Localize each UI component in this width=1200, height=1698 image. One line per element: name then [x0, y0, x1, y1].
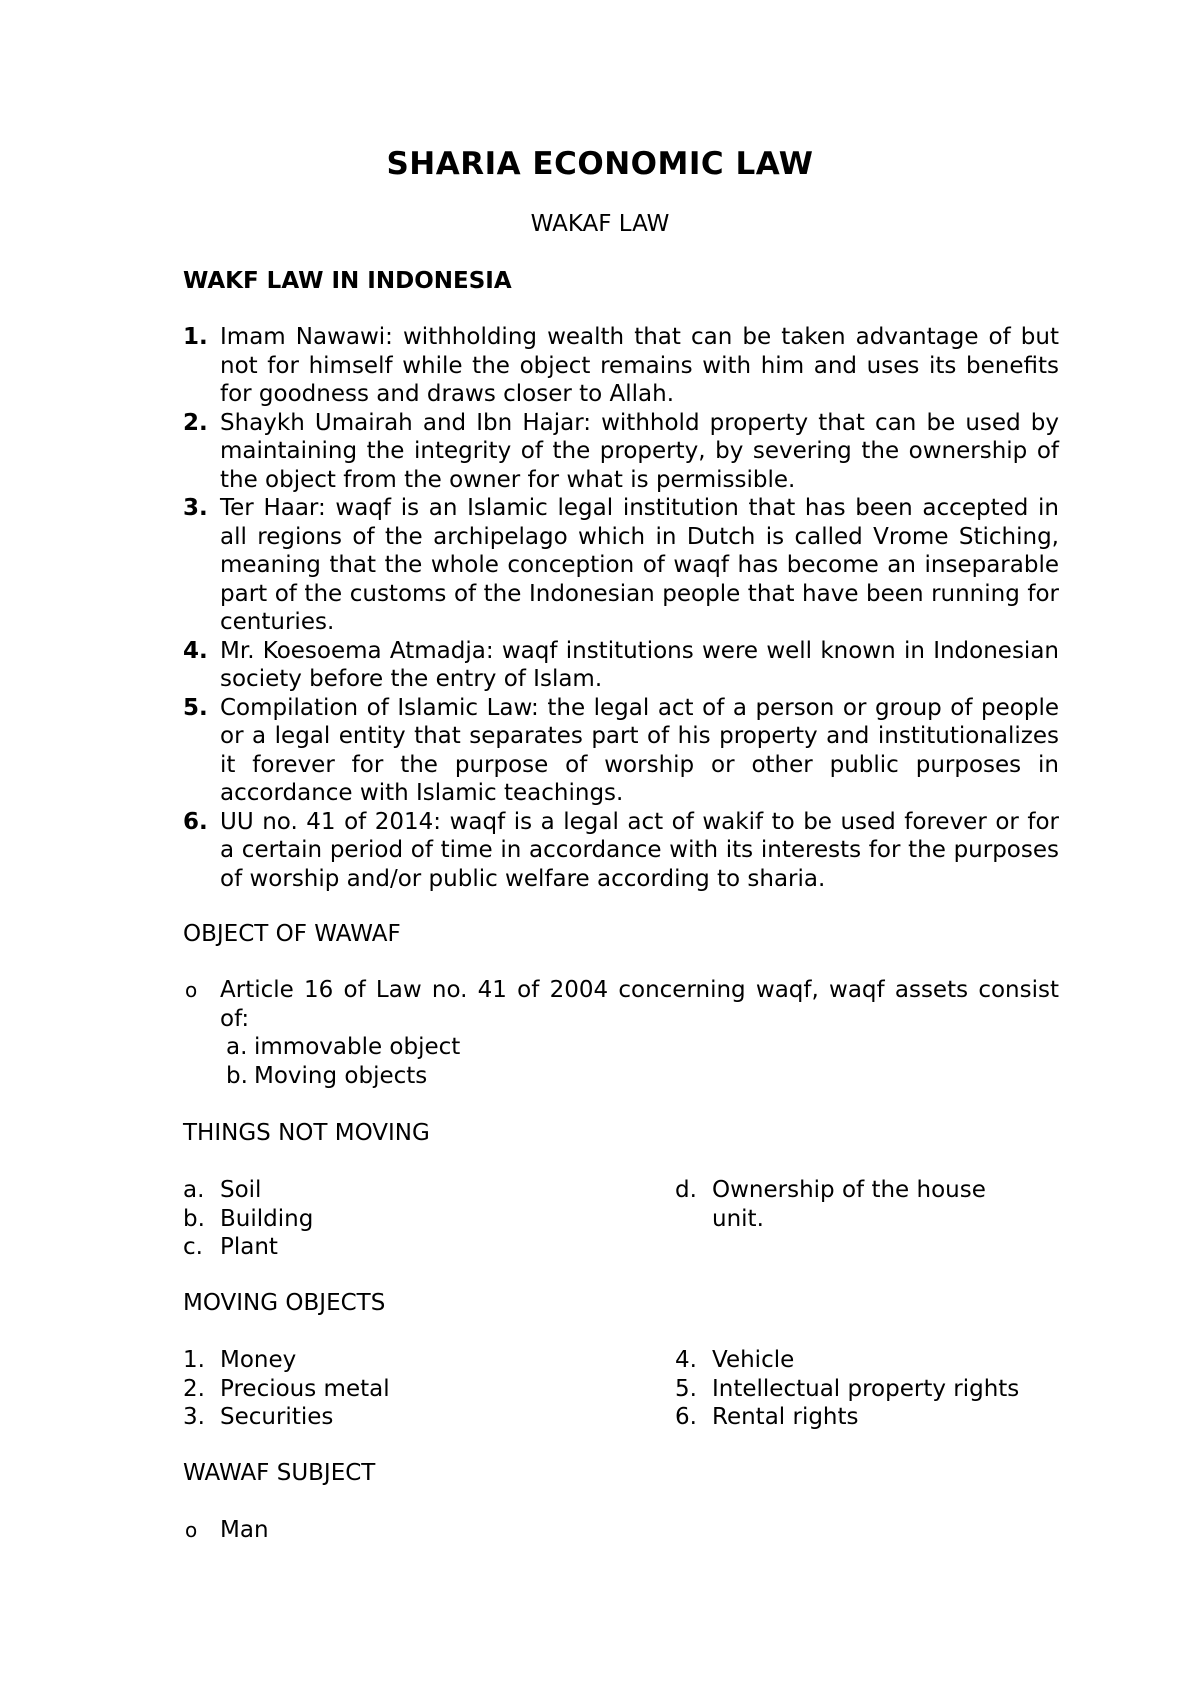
list-letter: a. [183, 1177, 205, 1203]
list-number: 4. [675, 1347, 697, 1373]
list-number: 3. [183, 1404, 205, 1430]
list-item [675, 1375, 1095, 1404]
list-item [183, 494, 1059, 637]
list-item-text: Moving objects [254, 1062, 428, 1089]
not-moving-left-column [183, 1176, 623, 1262]
list-item [675, 1176, 1015, 1233]
list-item [183, 1403, 623, 1432]
list-item [675, 1403, 1095, 1432]
list-item [183, 409, 1059, 495]
list-item-text: UU no. 41 of 2014: waqf is a legal act of wakif to be used forever or for a certain period of time in accordance with its interests for the purposes of worship and/or public welfare according to sharia. [220, 808, 1059, 892]
list-item [183, 637, 1059, 694]
list-letter: c. [183, 1234, 203, 1260]
list-item-text: Compilation of Islamic Law: the legal act of a person or group of people or a legal entity that separates part of his property and institutionalizes it forever for the purpose of worship or other public purposes in accordance with Islamic teachings. [220, 694, 1059, 806]
list-item-text: Building [220, 1205, 314, 1232]
list-letter: a. [226, 1034, 248, 1060]
list-item [183, 1346, 623, 1375]
list-number: 5. [675, 1375, 697, 1402]
list-number: 6. [675, 1404, 697, 1430]
moving-left-column [183, 1346, 623, 1432]
bullet-item [183, 1516, 1059, 1545]
list-item-text: Shaykh Umairah and Ibn Hajar: withhold property that can be used by maintaining the integrity of the property, by severing the ownership of the object from the owner for what is permissible. [220, 409, 1059, 493]
section-heading-subject: WAWAF SUBJECT [183, 1460, 376, 1486]
list-item-text: Intellectual property rights [712, 1375, 1020, 1402]
object-bullet [183, 976, 1059, 1090]
list-item-text: immovable object [254, 1034, 461, 1060]
list-number: 2. [183, 409, 208, 436]
section-heading-moving: MOVING OBJECTS [183, 1290, 386, 1316]
list-number: 3. [183, 495, 208, 521]
moving-right-column [675, 1346, 1095, 1432]
subject-bullet [183, 1516, 1059, 1545]
not-moving-right-column [675, 1176, 1015, 1233]
bullet-marker: o [185, 978, 198, 1002]
section-heading-not-moving: THINGS NOT MOVING [183, 1120, 430, 1146]
list-item-text: Plant [220, 1234, 278, 1260]
list-item [675, 1346, 1095, 1375]
list-number: 2. [183, 1375, 205, 1402]
bullet-text: Man [220, 1517, 269, 1543]
list-item [183, 1176, 623, 1205]
list-item [183, 1375, 623, 1404]
document-subtitle: WAKAF LAW [530, 211, 670, 237]
list-item [183, 1205, 623, 1234]
list-item-text: Money [220, 1347, 297, 1373]
list-letter: b. [226, 1062, 248, 1089]
list-number: 6. [183, 808, 208, 835]
list-item-text: Precious metal [220, 1375, 390, 1402]
list-letter: d. [675, 1177, 697, 1203]
list-item [220, 1033, 1059, 1062]
list-letter: b. [183, 1205, 205, 1232]
section-heading-wakf-indonesia: WAKF LAW IN INDONESIA [183, 268, 512, 294]
bullet-item [183, 976, 1059, 1033]
list-item-text: Rental rights [712, 1404, 859, 1430]
list-item [183, 323, 1059, 409]
list-item-text: Soil [220, 1177, 262, 1203]
list-item [183, 808, 1059, 894]
list-number: 5. [183, 694, 208, 721]
definitions-list [183, 323, 1059, 893]
list-item [183, 694, 1059, 808]
list-item-text: Securities [220, 1404, 334, 1430]
list-item-text: Ownership of the house unit. [712, 1177, 986, 1232]
bullet-text: Article 16 of Law no. 41 of 2004 concerning waqf, waqf assets consist of: [220, 977, 1059, 1032]
section-heading-object: OBJECT OF WAWAF [183, 921, 401, 947]
document-title: SHARIA ECONOMIC LAW [386, 146, 814, 182]
list-number: 1. [183, 1347, 205, 1373]
list-item-text: Imam Nawawi: withholding wealth that can be taken advantage of but not for himself while the object remains with him and uses its benefits for goodness and draws closer to Allah. [220, 324, 1059, 407]
list-item [220, 1062, 1059, 1091]
object-sub-list [220, 1033, 1059, 1090]
list-item [183, 1233, 623, 1262]
list-number: 1. [183, 324, 208, 350]
list-item-text: Mr. Koesoema Atmadja: waqf institutions were well known in Indonesian society before the entry of Islam. [220, 637, 1059, 692]
list-item-text: Ter Haar: waqf is an Islamic legal institution that has been accepted in all regions of the archipelago which in Dutch is called Vrome Stiching, meaning that the whole conception of waqf has become an inseparable part of the customs of the Indonesian people that have been running for centuries. [220, 495, 1059, 635]
bullet-marker: o [185, 1518, 198, 1542]
list-number: 4. [183, 637, 208, 664]
list-item-text: Vehicle [712, 1347, 795, 1373]
